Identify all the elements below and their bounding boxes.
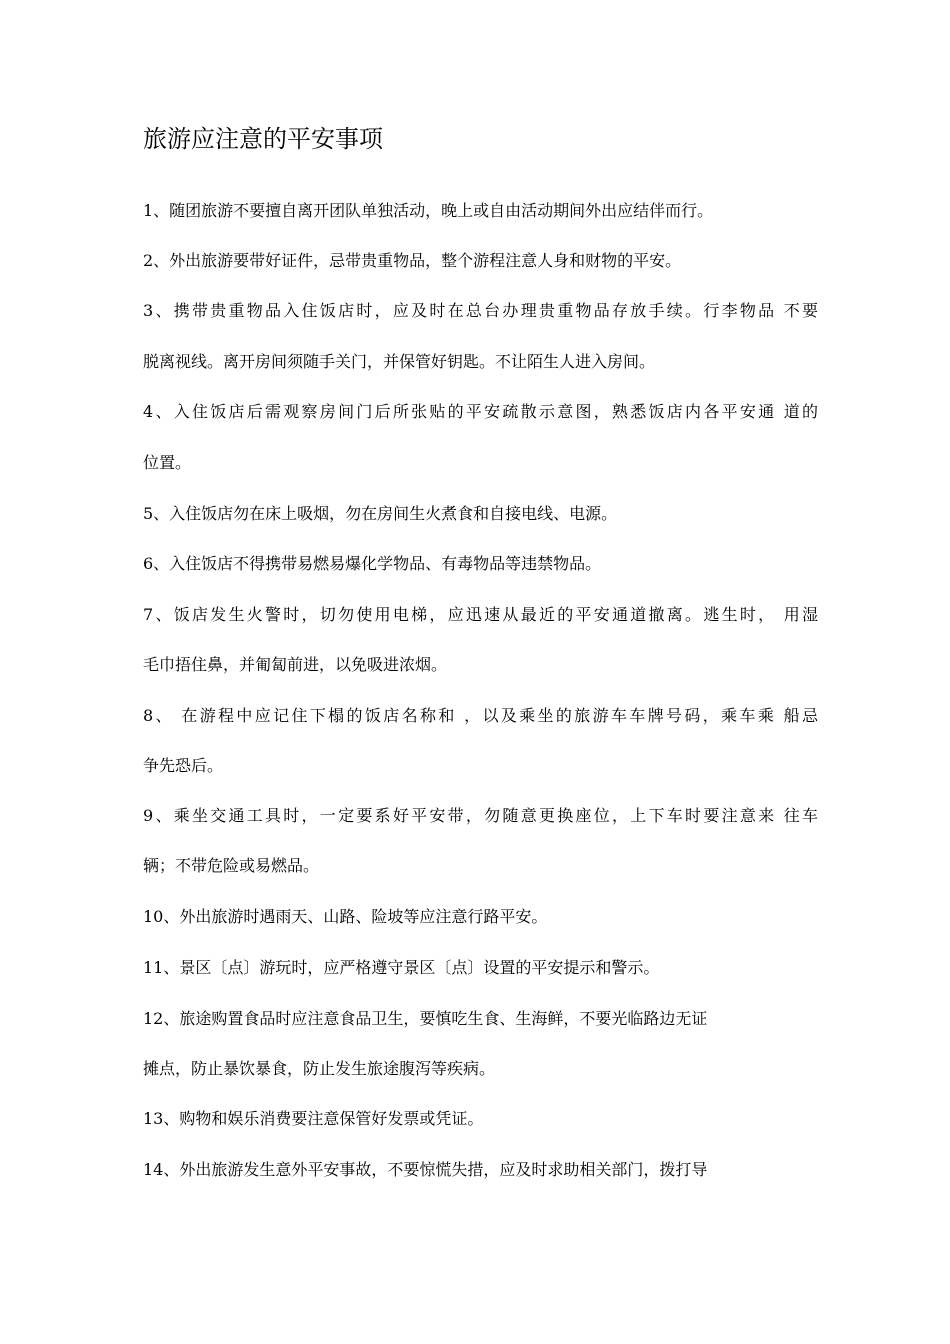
text-line: 争先恐后。 <box>143 756 224 775</box>
page-title: 旅游应注意的平安事项 <box>143 125 383 153</box>
text-line: 10、外出旅游时遇雨天、山路、险坡等应注意行路平安。 <box>143 907 548 926</box>
text-line: 11、景区〔点〕游玩时，应严格遵守景区〔点〕设置的平安提示和警示。 <box>143 958 660 977</box>
text-line: 脱离视线。离开房间须随手关门，并保管好钥匙。不让陌生人进入房间。 <box>143 352 656 371</box>
text-line: 3、携带贵重物品入住饭店时，应及时在总台办理贵重物品存放手续。行李物品 不要 <box>143 301 818 320</box>
text-line: 2、外出旅游要带好证件，忌带贵重物品，整个游程注意人身和财物的平安。 <box>143 251 682 270</box>
text-line: 毛巾捂住鼻，并匍匐前进，以免吸进浓烟。 <box>143 655 448 674</box>
text-line: 4、入住饭店后需观察房间门后所张贴的平安疏散示意图，熟悉饭店内各平安通 道的 <box>143 402 818 421</box>
text-line: 7、饭店发生火警时，切勿使用电梯，应迅速从最近的平安通道撤离。逃生时， 用湿 <box>143 605 818 624</box>
text-line: 辆；不带危险或易燃品。 <box>143 856 320 875</box>
text-line: 8、 在游程中应记住下榻的饭店名称和 ，以及乘坐的旅游车车牌号码，乘车乘 船忌 <box>143 706 818 725</box>
text-line: 9、乘坐交通工具时，一定要系好平安带，勿随意更换座位，上下车时要注意来 往车 <box>143 806 818 825</box>
text-line: 位置。 <box>143 453 192 472</box>
text-line: 摊点，防止暴饮暴食，防止发生旅途腹泻等疾病。 <box>143 1059 496 1078</box>
text-line: 5、入住饭店勿在床上吸烟，勿在房间生火煮食和自接电线、电源。 <box>143 504 618 523</box>
text-line: 6、入住饭店不得携带易燃易爆化学物品、有毒物品等违禁物品。 <box>143 554 602 573</box>
text-line: 1、随团旅游不要擅自离开团队单独活动，晚上或自由活动期间外出应结伴而行。 <box>143 201 714 220</box>
text-line: 13、购物和娱乐消费要注意保管好发票或凭证。 <box>143 1109 484 1128</box>
text-line: 14、外出旅游发生意外平安事故，不要惊慌失措，应及时求助相关部门，拨打导 <box>143 1160 708 1179</box>
text-line: 12、旅途购置食品时应注意食品卫生，要慎吃生食、生海鲜，不要光临路边无证 <box>143 1009 708 1028</box>
